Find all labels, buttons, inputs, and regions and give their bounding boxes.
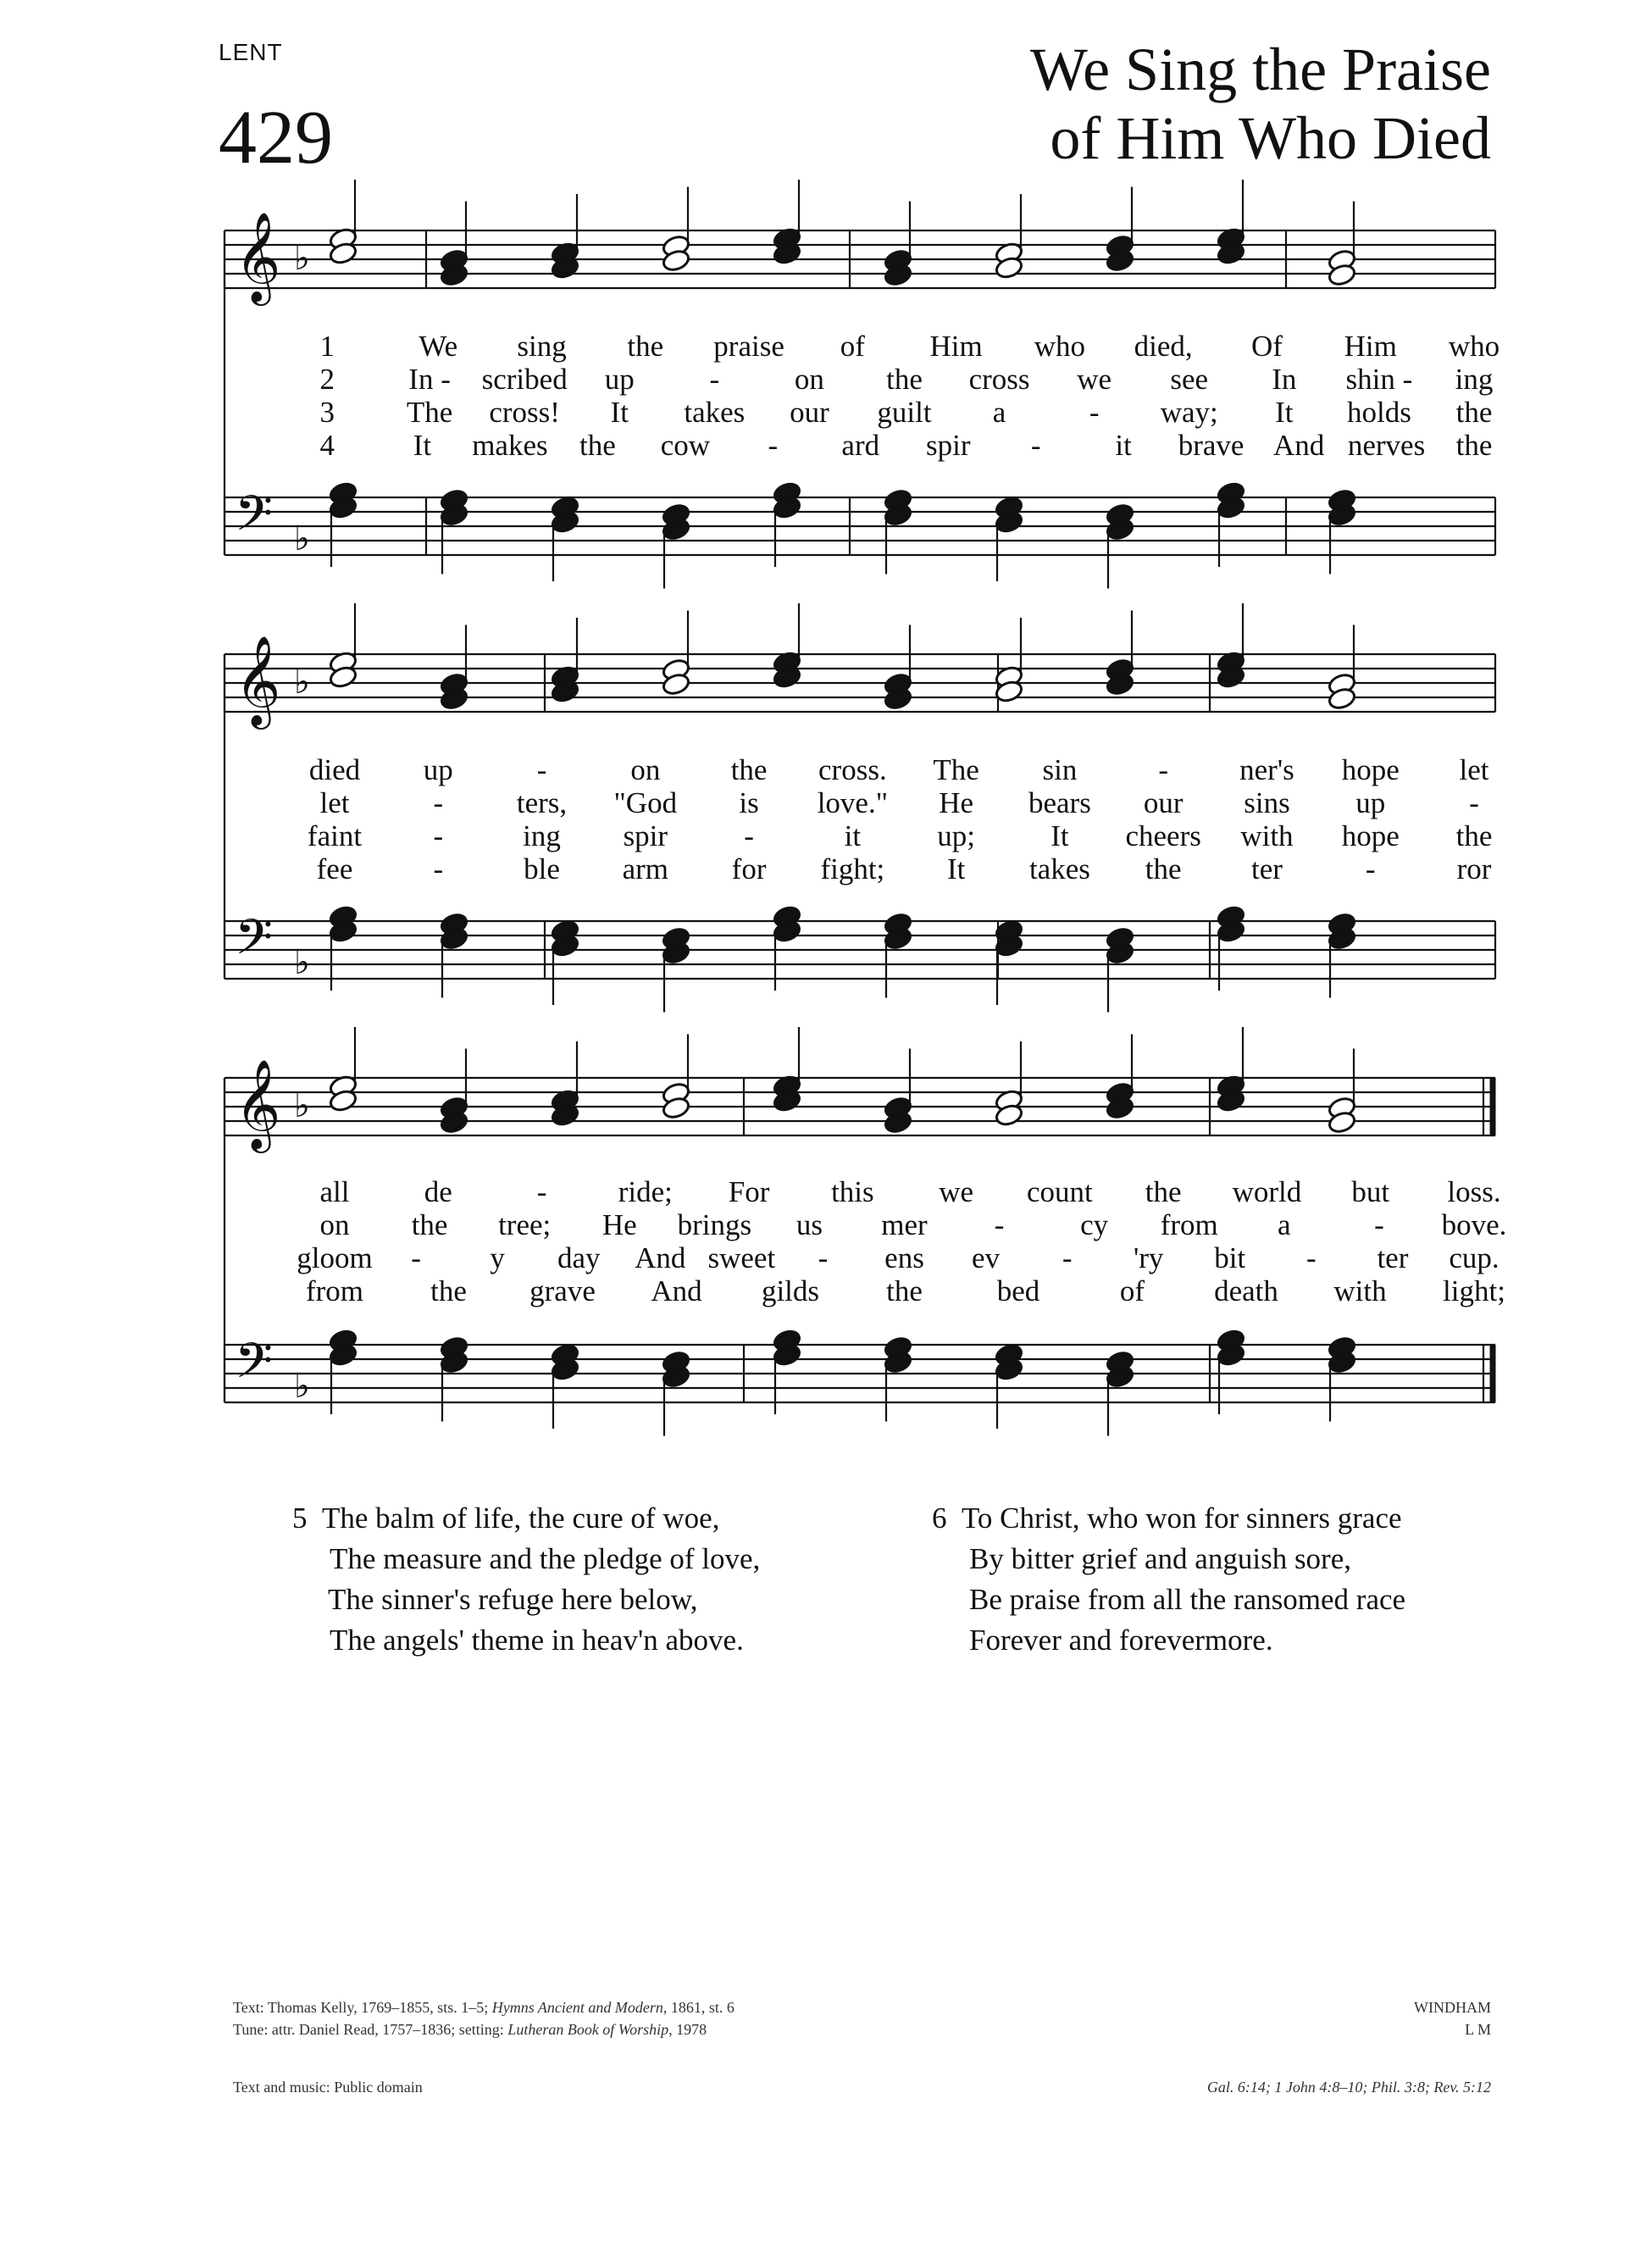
- treble-clef-icon: 𝄞: [235, 211, 281, 302]
- lyric-syllable: our: [790, 396, 829, 429]
- lyric-syllable: the: [1455, 396, 1493, 429]
- lyric-syllable: of: [1119, 1274, 1145, 1307]
- lyric-syllable: arm: [622, 852, 669, 886]
- flat-key-signature-icon: ♭: [294, 239, 310, 278]
- stanza-5-line-2: The measure and the pledge of love,: [330, 1542, 761, 1575]
- lyric-syllable: ters,: [516, 786, 568, 819]
- lyric-syllable: sweet: [707, 1241, 776, 1274]
- lyric-syllable: the: [1145, 852, 1182, 886]
- lyric-syllable: mer: [881, 1208, 928, 1241]
- lyric-syllable: the: [886, 363, 923, 396]
- lyric-syllable: ter: [1377, 1241, 1409, 1274]
- lyric-syllable: He: [601, 1208, 637, 1241]
- lyric-syllable: bears: [1028, 786, 1091, 819]
- title-line-1: We Sing the Praise: [1029, 36, 1491, 103]
- lyric-syllable: Of: [1250, 330, 1283, 363]
- stanza-6-line-2: By bitter grief and anguish sore,: [969, 1542, 1352, 1575]
- season-label: LENT: [219, 39, 283, 65]
- lyric-syllable: takes: [684, 396, 746, 429]
- lyric-syllable: let: [1459, 753, 1489, 786]
- lyric-syllable: sins: [1244, 786, 1290, 819]
- lyric-syllable: up: [423, 753, 453, 786]
- lyric-syllable: let: [319, 786, 350, 819]
- lyric-syllable: And: [635, 1241, 686, 1274]
- lyric-syllable: -: [1306, 1241, 1317, 1274]
- lyric-syllable: who: [1034, 330, 1086, 363]
- treble-clef-icon: 𝄞: [235, 635, 281, 725]
- lyrics: [235, 211, 1506, 1406]
- lyric-syllable: bove.: [1441, 1208, 1507, 1241]
- lyric-syllable: "God: [613, 786, 678, 819]
- lyric-syllable: ride;: [618, 1175, 673, 1208]
- lyric-syllable: brings: [677, 1208, 752, 1241]
- lyric-syllable: the: [1455, 819, 1493, 852]
- lyric-syllable: -: [1089, 396, 1100, 429]
- lyric-syllable: see: [1170, 363, 1209, 396]
- lyric-syllable: love.": [817, 786, 889, 819]
- lyric-syllable: He: [939, 786, 974, 819]
- lyric-syllable: the: [730, 753, 768, 786]
- lyric-syllable: us: [796, 1208, 823, 1241]
- lyric-syllable: -: [744, 819, 754, 852]
- lyric-syllable: 'ry: [1133, 1241, 1164, 1274]
- tune-name-meter: [1414, 1996, 1491, 2040]
- lyric-syllable: died: [308, 753, 361, 786]
- lyric-syllable: ev: [972, 1241, 1001, 1274]
- lyric-syllable: on: [319, 1208, 350, 1241]
- lyric-syllable: It: [610, 396, 629, 429]
- lyric-syllable: the: [1145, 1175, 1182, 1208]
- lyric-syllable: ing: [523, 819, 561, 852]
- lyric-syllable: takes: [1028, 852, 1090, 886]
- lyric-syllable: Him: [929, 330, 983, 363]
- lyric-syllable: this: [831, 1175, 874, 1208]
- lyric-syllable: -: [1365, 852, 1376, 886]
- stanza-5-line-1: The balm of life, the cure of woe,: [322, 1502, 720, 1535]
- lyric-syllable: -: [433, 819, 444, 852]
- lyric-syllable: faint: [307, 819, 363, 852]
- lyric-syllable: hope: [1341, 753, 1400, 786]
- lyric-syllable: cup.: [1449, 1241, 1500, 1274]
- stanza-6: [932, 1498, 1405, 1661]
- lyric-syllable: scribed: [481, 363, 568, 396]
- lyric-syllable: -: [411, 1241, 421, 1274]
- lyric-syllable: 2: [319, 363, 335, 396]
- lyric-syllable: fight;: [820, 852, 885, 886]
- lyric-syllable: y: [490, 1241, 505, 1274]
- lyric-syllable: -: [536, 753, 547, 786]
- lyric-syllable: In: [1272, 363, 1297, 396]
- lyric-syllable: cross: [968, 363, 1030, 396]
- stanza-5-line-3: The sinner's refuge here below,: [328, 1583, 698, 1616]
- lyric-syllable: count: [1027, 1175, 1093, 1208]
- bass-clef-icon: 𝄢: [235, 908, 274, 978]
- lyric-syllable: And: [651, 1274, 702, 1307]
- lyric-syllable: cy: [1080, 1208, 1109, 1241]
- lyric-syllable: we: [939, 1175, 974, 1208]
- lyric-syllable: For: [728, 1175, 770, 1208]
- lyric-syllable: day: [557, 1241, 601, 1274]
- lyric-syllable: with: [1240, 819, 1294, 852]
- lyric-syllable: on: [630, 753, 661, 786]
- lyric-syllable: gloom: [297, 1241, 373, 1274]
- bass-clef-icon: 𝄢: [235, 1332, 274, 1402]
- bass-clef-icon: 𝄢: [235, 485, 274, 554]
- lyric-syllable: ing: [1455, 363, 1494, 396]
- lyric-syllable: the: [886, 1274, 923, 1307]
- lyric-syllable: ter: [1250, 852, 1283, 886]
- flat-key-signature-icon: ♭: [294, 943, 310, 982]
- lyric-syllable: Him: [1344, 330, 1397, 363]
- lyric-syllable: fee: [316, 852, 353, 886]
- lyric-syllable: on: [794, 363, 824, 396]
- lyric-syllable: 3: [319, 396, 335, 429]
- lyric-syllable: The: [406, 396, 453, 429]
- lyric-syllable: -: [433, 786, 444, 819]
- lyric-syllable: 1: [319, 330, 335, 363]
- lyric-syllable: sing: [517, 330, 567, 363]
- stanza-6-line-3: Be praise from all the ransomed race: [969, 1583, 1406, 1616]
- lyric-syllable: holds: [1346, 396, 1411, 429]
- lyric-syllable: ble: [524, 852, 560, 886]
- lyric-syllable: a: [1278, 1208, 1291, 1241]
- lyric-syllable: -: [818, 1241, 829, 1274]
- stanza-6-line-1: To Christ, who won for sinners grace: [962, 1502, 1402, 1535]
- lyric-syllable: brave: [1178, 429, 1245, 462]
- lyric-syllable: spir: [925, 429, 971, 462]
- lyric-syllable: grave: [529, 1274, 596, 1307]
- hymn-number: 429: [219, 96, 333, 180]
- lyric-syllable: And: [1272, 429, 1325, 462]
- lyric-syllable: ens: [884, 1241, 924, 1274]
- lyric-syllable: way;: [1160, 396, 1218, 429]
- lyric-syllable: the: [411, 1208, 448, 1241]
- lyric-syllable: up;: [937, 819, 976, 852]
- lyric-syllable: -: [1469, 786, 1479, 819]
- lyric-syllable: 4: [319, 429, 335, 462]
- lyric-syllable: from: [305, 1274, 364, 1307]
- lyric-syllable: we: [1077, 363, 1112, 396]
- lyric-syllable: -: [536, 1175, 547, 1208]
- lyric-syllable: -: [768, 429, 779, 462]
- lyric-syllable: up: [604, 363, 635, 396]
- tune-name: WINDHAM: [1414, 1999, 1491, 2016]
- lyric-syllable: praise: [713, 330, 784, 363]
- lyric-syllable: It: [946, 852, 966, 886]
- lyric-syllable: -: [1062, 1241, 1073, 1274]
- lyric-syllable: is: [739, 786, 759, 819]
- lyric-syllable: cross.: [818, 753, 887, 786]
- meter: L M: [1465, 2021, 1491, 2038]
- lyric-syllable: the: [627, 330, 664, 363]
- lyric-syllable: sin: [1042, 753, 1078, 786]
- lyric-syllable: In -: [408, 363, 451, 396]
- lyric-syllable: makes: [472, 429, 548, 462]
- lyric-syllable: bit: [1214, 1241, 1246, 1274]
- lyric-syllable: for: [731, 852, 767, 886]
- lyric-syllable: a: [992, 396, 1006, 429]
- lyric-syllable: from: [1160, 1208, 1218, 1241]
- lyric-syllable: It: [1275, 396, 1294, 429]
- lyric-syllable: We: [419, 330, 458, 363]
- stanza-5: [292, 1498, 760, 1661]
- lyric-syllable: -: [1374, 1208, 1384, 1241]
- lyric-syllable: tree;: [498, 1208, 552, 1241]
- flat-key-signature-icon: ♭: [294, 663, 310, 702]
- lyric-syllable: -: [1158, 753, 1169, 786]
- title-line-2: of Him Who Died: [1050, 104, 1491, 173]
- lyric-syllable: bed: [996, 1274, 1040, 1307]
- lyric-syllable: of: [840, 330, 865, 363]
- flat-key-signature-icon: ♭: [294, 1086, 310, 1125]
- stanza-6-line-4: Forever and forevermore.: [969, 1624, 1273, 1657]
- lyric-syllable: It: [413, 429, 432, 462]
- lyric-syllable: world: [1232, 1175, 1302, 1208]
- lyric-syllable: who: [1448, 330, 1500, 363]
- lyric-syllable: hope: [1341, 819, 1400, 852]
- lyric-syllable: shin -: [1345, 363, 1413, 396]
- lyric-syllable: ard: [841, 429, 880, 462]
- lyric-syllable: our: [1143, 786, 1184, 819]
- lyric-syllable: died,: [1134, 330, 1193, 363]
- stanza-5-line-4: The angels' theme in heav'n above.: [330, 1624, 744, 1657]
- lyric-syllable: gilds: [761, 1274, 820, 1307]
- lyric-syllable: all: [319, 1175, 350, 1208]
- lyric-syllable: but: [1351, 1175, 1390, 1208]
- lyric-syllable: spir: [623, 819, 668, 852]
- lyric-syllable: the: [430, 1274, 467, 1307]
- treble-clef-icon: 𝄞: [235, 1058, 281, 1149]
- lyric-syllable: nerves: [1347, 429, 1426, 462]
- lyric-syllable: it: [844, 819, 862, 852]
- lyric-syllable: with: [1333, 1274, 1387, 1307]
- lyric-syllable: up: [1355, 786, 1386, 819]
- lyric-syllable: The: [933, 753, 979, 786]
- stanza-6-number: 6: [932, 1502, 947, 1535]
- lyric-syllable: -: [433, 852, 444, 886]
- lyric-syllable: ror: [1456, 852, 1492, 886]
- lyric-syllable: -: [994, 1208, 1005, 1241]
- lyric-syllable: ner's: [1239, 753, 1294, 786]
- copyright-notice: Text and music: Public domain: [233, 2079, 423, 2096]
- lyric-syllable: guilt: [877, 396, 932, 429]
- lyric-syllable: -: [709, 363, 720, 396]
- text-credit: Text: Thomas Kelly, 1769–1855, sts. 1–5; Hymns Ancient and Modern, 1861, st. 6: [233, 1999, 735, 2016]
- lyric-syllable: the: [579, 429, 616, 462]
- flat-key-signature-icon: ♭: [294, 519, 310, 558]
- lyric-syllable: it: [1115, 429, 1132, 462]
- lyric-syllable: It: [1051, 819, 1069, 852]
- text-tune-credits: [233, 1996, 735, 2040]
- lyric-syllable: the: [1455, 429, 1493, 462]
- lyric-syllable: cross!: [489, 396, 560, 429]
- stanza-5-number: 5: [292, 1502, 308, 1535]
- lyric-syllable: light;: [1443, 1274, 1505, 1307]
- tune-credit: Tune: attr. Daniel Read, 1757–1836; setting: Lutheran Book of Worship, 1978: [233, 2021, 707, 2038]
- lyric-syllable: cow: [660, 429, 711, 462]
- lyric-syllable: cheers: [1125, 819, 1201, 852]
- lyric-syllable: de: [424, 1175, 452, 1208]
- flat-key-signature-icon: ♭: [294, 1367, 310, 1406]
- lyric-syllable: death: [1214, 1274, 1278, 1307]
- scripture-references: Gal. 6:14; 1 John 4:8–10; Phil. 3:8; Rev. 5:12: [1206, 2079, 1491, 2096]
- lyric-syllable: loss.: [1447, 1175, 1501, 1208]
- lyric-syllable: -: [1030, 429, 1041, 462]
